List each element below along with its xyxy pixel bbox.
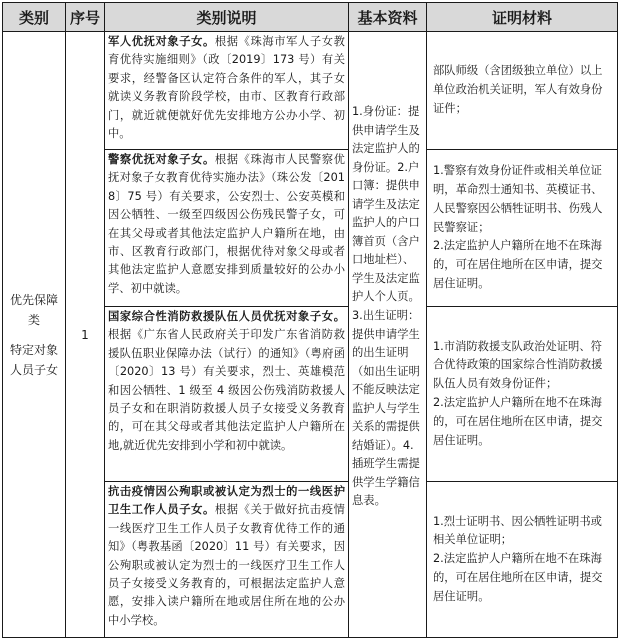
desc-row-police [104,149,349,307]
proof-item: 1.警察有效身份证件或相关单位证明，革命烈士通知书、英模证书、人民警察因公牺牲证明书、伤残人民警察证； [433,164,603,234]
desc-title: 军人优抚对象子女。 [108,35,215,48]
policy-table [2,2,618,638]
desc-row-military [104,31,349,150]
desc-body: 根据《珠海市人民警察优抚对象子女教育优待实施办法》（珠公发〔2018〕75 号）有关要求，公安烈士、公安英模和因公牺牲、一级至四级因公伤残民警子女，可在其父母或者其他法定监护人户籍所在地，由市、区教育行政部门，根据优待对象父母或者其他法定监护人意愿安排到质量较好的公办小学、初中就读。 [108,153,345,295]
header-proof-label: 证明材料 [491,8,552,27]
proof-list [433,162,611,294]
desc-body: 根据《广东省人民政府关于印发广东省消防救援队伍职业保障办法（试行）的通知》（粤府函〔2020〕13 号）有关要求，烈士、英雄模范和因公牺牲、1 级至 4 级因公伤残消防救援人员子女和在职消防救援人员子女接受义务教育的，可在其父母或者其他法定监护人户籍所在地,就近优先安排到小学和初中就读。 [108,328,345,452]
category-line: 特定对象 [9,342,58,357]
header-seq-label: 序号 [69,8,100,27]
header-proof [426,2,618,32]
proof-text: 部队师级（含团级独立单位）以上单位政治机关证明，军人有效身份证件； [433,64,603,115]
basic-info-text: 1.身份证：提供申请学生及法定监护人的身份证。2.户口簿：提供申请学生及法定监护人的户口簿首页（含户口地址栏）、学生及法定监护人个人页。3.出生证明：提供申请学生的出生证明（如出生证明不能反映法定监护人与学生关系的需提供结婚证）。4.插班学生需提供学生学籍信息表。 [352,105,420,508]
header-basic-info-label: 基本资料 [357,8,418,27]
desc-title: 抗击疫情因公殉职或被认定为烈士的一线医护卫生工作人员子女。 [108,485,345,517]
proof-row-epidemic-medical [426,481,618,638]
seq-cell [65,31,105,638]
desc-body: 根据《珠海市军人子女教育优待实施细则》（政〔2019〕173 号）有关要求，经警备区认定符合条件的军人，其子女就读义务教育阶段学校，由市、区教育行政部门，就近就便就好优先安排地方公办小学、初中。 [108,35,345,141]
proof-item: 2.法定监护人户籍所在地不在珠海的，可在居住地所在区申请，提交居住证明。 [433,552,603,603]
header-basic-info [348,2,427,32]
header-description-label: 类别说明 [196,8,257,27]
basic-info-cell [348,31,427,638]
desc-row-fire-rescue [104,306,349,482]
desc-row-epidemic-medical [104,481,349,638]
proof-row-military [426,31,618,150]
proof-item: 1.市消防救援支队政治处证明、符合优待政策的国家综合性消防救援队伍人员有效身份证件； [433,339,603,391]
category-line: 优先保障 [9,292,58,307]
proof-row-fire-rescue [426,306,618,482]
category-cell [2,31,66,638]
category-spacer [4,330,64,340]
header-category-label: 类别 [18,8,49,27]
header-seq [65,2,105,32]
proof-item: 1.烈士证明书、因公牺牲证明书或相关单位证明； [433,514,602,547]
proof-list [433,338,611,451]
proof-row-police [426,149,618,307]
category-line: 类 [27,312,40,327]
desc-title: 警察优抚对象子女。 [108,153,215,166]
header-description [104,2,349,32]
category-text [4,290,64,380]
desc-title: 国家综合性消防救援队伍人员优抚对象子女。 [108,310,345,323]
proof-list [433,513,611,607]
header-category [2,2,66,32]
category-line: 人员子女 [9,362,58,377]
seq-number: 1 [81,327,89,342]
proof-item: 2.法定监护人户籍所在地不在珠海的，可在居住地所在区申请，提交居住证明。 [433,239,603,290]
desc-body: 根据《关于做好抗击疫情一线医疗卫生工作人员子女教育优待工作的通知》（粤教基函〔2020〕11 号）有关要求，因公殉职或被认定为烈士的一线医疗卫生工作人员子女接受义务教育的，可根据法定监护人意愿，安排入读户籍所在地或居住所在地的公办中小学校。 [108,503,345,627]
proof-item: 2.法定监护人户籍所在地不在珠海的，可在居住地所在区申请，提交居住证明。 [433,396,603,447]
